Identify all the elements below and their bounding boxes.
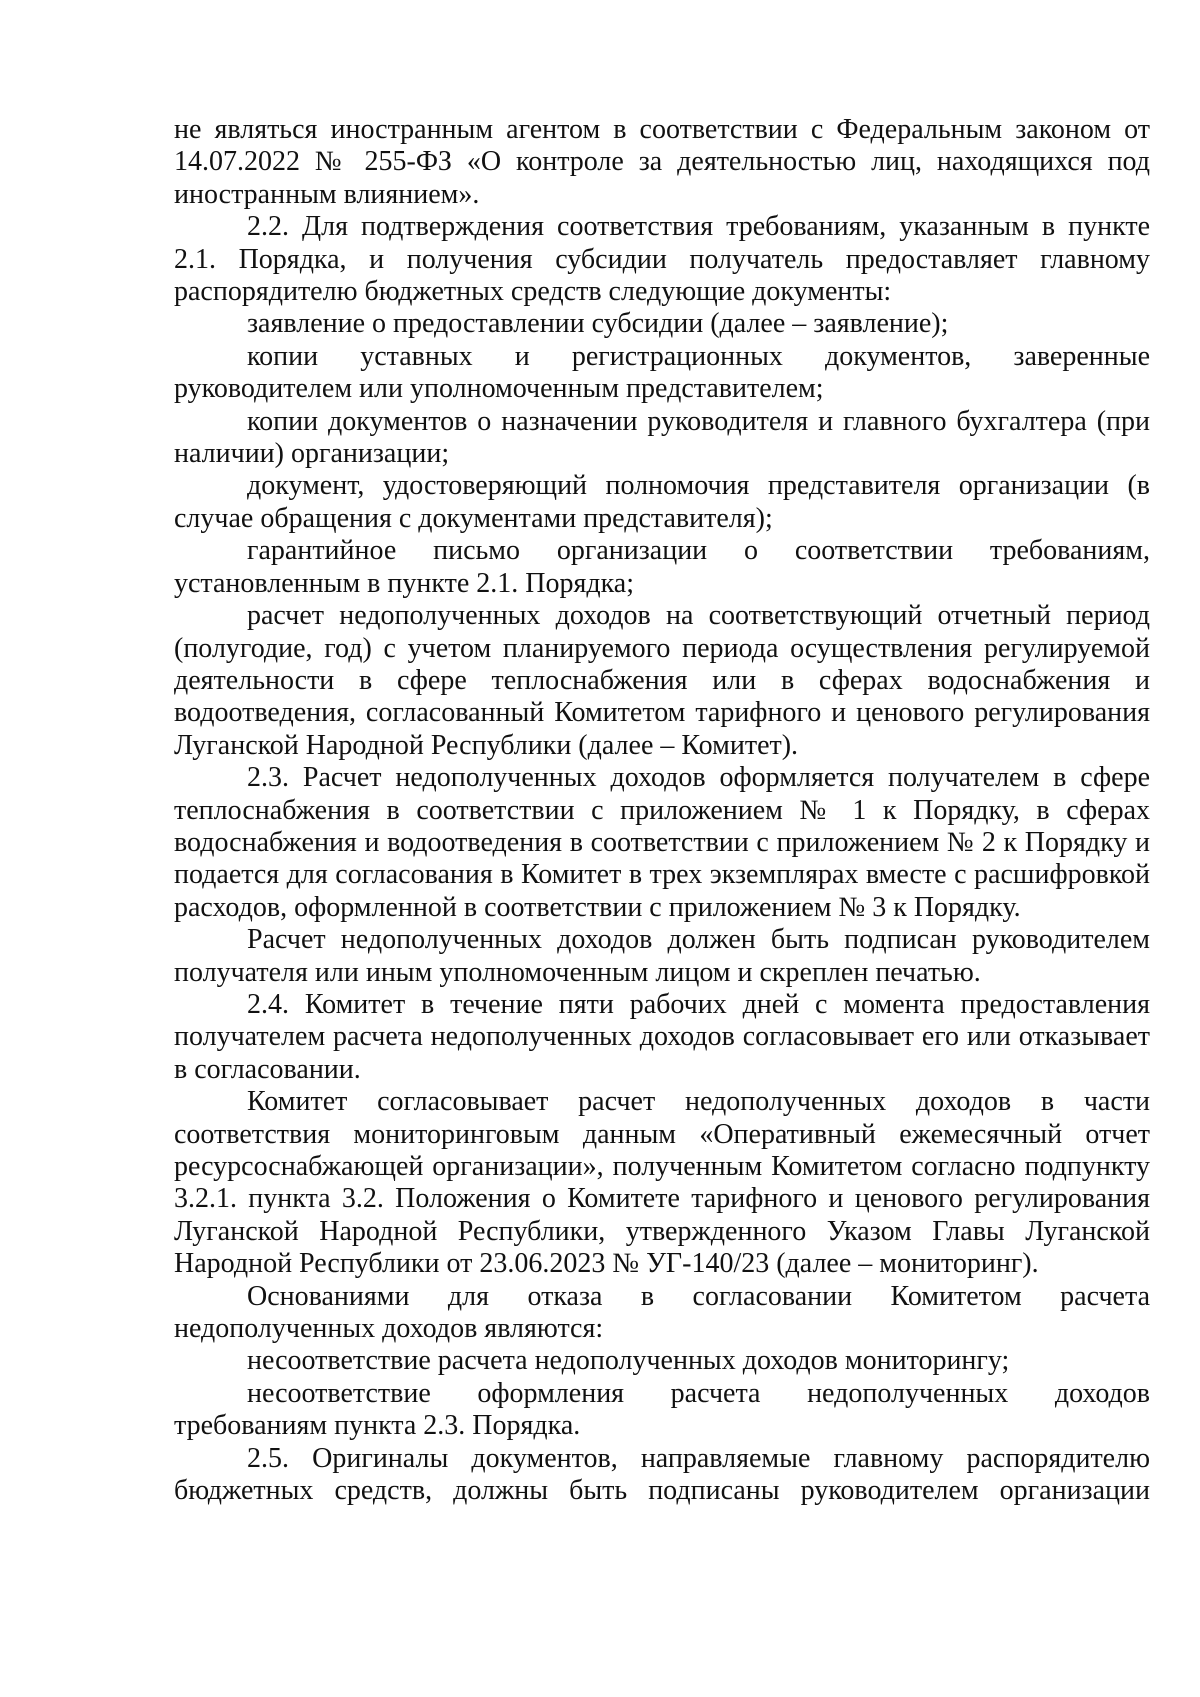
paragraph-charter-copies: копии уставных и регистрационных документов, заверенные руководителем или уполномоченным представителем; <box>174 340 1150 405</box>
paragraph-refusal-grounds: Основаниями для отказа в согласовании Комитетом расчета недополученных доходов являются: <box>174 1280 1150 1345</box>
document-page <box>174 114 1150 1507</box>
paragraph-authority-document: документ, удостоверяющий полномочия представителя организации (в случае обращения с документами представителя); <box>174 470 1150 534</box>
paragraph-2-2: 2.2. Для подтверждения соответствия требованиям, указанным в пункте 2.1. Порядка, и получения субсидии получатель предоставляет главному распорядителю бюджетных средств следующие документы: <box>174 211 1150 308</box>
paragraph-2-5: 2.5. Оригиналы документов, направляемые главному распорядителю бюджетных средств, должны быть подписаны руководителем организации <box>174 1442 1150 1507</box>
paragraph-guarantee-letter: гарантийное письмо организации о соответствии требованиям, установленным в пункте 2.1. Порядка; <box>174 535 1150 599</box>
paragraph-calc-signature: Расчет недополученных доходов должен быть подписан руководителем получателя или иным уполномоченным лицом и скреплен печатью. <box>174 924 1150 988</box>
paragraph-appointment-copies: копии документов о назначении руководителя и главного бухгалтера (при наличии) организации; <box>174 405 1150 470</box>
paragraph-lost-income-calc: расчет недополученных доходов на соответствующий отчетный период (полугодие, год) с учетом планируемого периода осуществления регулируемой деятельности в сфере теплоснабжения или в сферах водоснабжения и водоотведения, согласованный Комитетом тарифного и ценового регулирования Луганской Народной Республики (далее – Комитет). <box>174 600 1150 761</box>
paragraph-2-4: 2.4. Комитет в течение пяти рабочих дней с момента предоставления получателем расчета недополученных доходов согласовывает его или отказывает в согласовании. <box>174 988 1150 1085</box>
paragraph-foreign-agent: не являться иностранным агентом в соответствии с Федеральным законом от 14.07.2022 № 255-ФЗ «О контроле за деятельностью лиц, находящихся под иностранным влиянием». <box>174 114 1150 210</box>
paragraph-format-mismatch: несоответствие оформления расчета недополученных доходов требованиям пункта 2.3. Порядка. <box>174 1377 1150 1442</box>
paragraph-monitoring-mismatch: несоответствие расчета недополученных доходов мониторингу; <box>247 1345 1010 1377</box>
paragraph-application: заявление о предоставлении субсидии (далее – заявление); <box>247 308 949 340</box>
paragraph-2-3: 2.3. Расчет недополученных доходов оформляется получателем в сфере теплоснабжения в соответствии с приложением № 1 к Порядку, в сферах водоснабжения и водоотведения в соответствии с приложением № 2 к Порядку и подается для согласования в Комитет в трех экземплярах вместе с расшифровкой расходов, оформленной в соответствии с приложением № 3 к Порядку. <box>174 762 1150 923</box>
paragraph-committee-approval: Комитет согласовывает расчет недополученных доходов в части соответствия мониторинговым данным «Оперативный ежемесячный отчет ресурсоснабжающей организации», полученным Комитетом согласно подпункту 3.2.1. пункта 3.2. Положения о Комитете тарифного и ценового регулирования Луганской Народной Республики, утвержденного Указом Главы Луганской Народной Республики от 23.06.2023 № УГ-140/23 (далее – мониторинг). <box>174 1086 1150 1280</box>
